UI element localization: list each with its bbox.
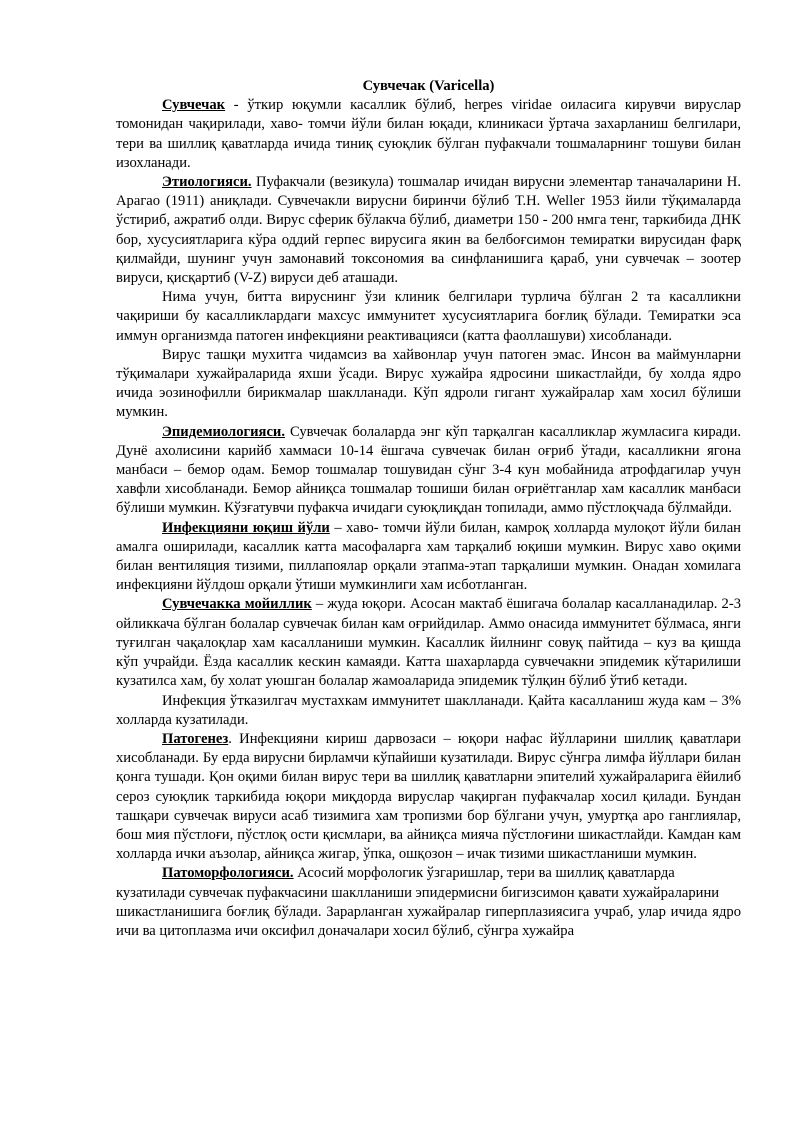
section-heading-susceptibility: Сувчечакка мойиллик	[162, 596, 312, 613]
paragraph-text: – хаво- томчи йўли билан, камроқ холларда мулоқот йўли билан амалга оширилади, касаллик катта масофаларга хам тарқалиб юқиши мумкин. Вирус хаво оқими билан вентиляция тизими, пиллапоялар орқали этапма-этап тарқалиши мумкин. Онадан хомилага инфекцияни йўлдош орқали ўтиши мумкинлиги хам исботланган.	[116, 519, 741, 594]
section-heading-transmission: Инфекцияни юқиш йўли	[162, 519, 330, 536]
section-heading-epidemiology: Эпидемиологияси.	[162, 423, 285, 440]
paragraph-text: Вирус ташқи мухитга чидамсиз ва хайвонлар учун патоген эмас. Инсон ва маймунларни тўқималари хужайраларида яхши ўсади. Вирус хужайра ядросини шикастлайди, бу холда ядро ичида эозинофилли бирикмалар шаклланади. Кўп ядроли гигант хужайралар хам хосил бўлиши мумкин.	[116, 346, 741, 421]
section-heading-varicella: Сувчечак	[162, 97, 226, 114]
paragraph-text: Сувчечак болаларда энг кўп тарқалган касалликлар жумласига киради. Дунё ахолисини карийб хаммаси 10-14 ёшгача сувчечак билан оғриб ўтади, касалликни ягона манбаси – бемор одам. Бемор тошмалар тошувидан сўнг 3-4 кун мобайнида атрофдагилар учун хавфли хисобланади. Бемор айниқса тошмалар тошиши билан оғриётганлар хам касаллик манбаси бўлиши мумкин. Кўзғатувчи пуфакча ичидаги суюқлиқдан топилади, аммо пўстлоқчада бўлмайди.	[116, 423, 741, 517]
paragraph-text: – жуда юқори. Асосан мактаб ёшигача болалар касалланадилар. 2-3 ойликкача бўлган болалар сувчечак билан кам оғрийдилар. Аммо онасида иммунитет бўлмаса, янги туғилган чақалоқлар хам касалланиши мумкин. Касаллик йилнинг совуқ пайтида – куз ва қишда кўп учрайди. Ёзда касаллик кескин камаяди. Катта шахарларда сувчечакни эпидемик кўтарилиши кузатилса хам, бу холат уюшган болалар жамоаларида эпидемик тўлқин бўлиб ўтиб кетади.	[116, 596, 742, 690]
paragraph-pathomorphology	[116, 864, 741, 902]
paragraph-text: Асосий морфологик ўзгаришлар, тери ва шиллиқ қаватларда кузатилади сувчечак пуфакчасини шаклланиши эпидермисни бигизсимон қавати хужайраларини	[116, 865, 720, 901]
paragraph-virus-resistance	[116, 346, 741, 423]
document-body	[116, 77, 741, 941]
paragraph-reinfection	[116, 692, 741, 730]
section-heading-etiology: Этиологияси.	[162, 174, 252, 191]
section-heading-pathogenesis: Патогенез	[162, 730, 229, 747]
paragraph-text: Нима учун, битта вируснинг ўзи клиник белгилари турлича бўлган 2 та касалликни чақириши бу касалликлардаги махсус иммунитет хусусиятларига боғлиқ бўлади. Темиратки эса иммун организмда патоген инфекцияни реактивацияси (катта фаоллашуви) хисобланади.	[116, 289, 741, 344]
paragraph-definition	[116, 96, 741, 173]
paragraph-epidemiology	[116, 423, 741, 519]
document-title: Сувчечак (Varicella)	[362, 78, 495, 94]
section-heading-pathomorphology: Патоморфологияси.	[162, 865, 294, 882]
paragraph-text: шикастланишига боғлиқ бўлади. Зарарланган хужайралар гиперплазиясига учраб, улар ичида ядро ичи ва цитоплазма ичи оксифил доначалари хосил бўлиб, сўнгра хужайра	[116, 903, 741, 939]
paragraph-susceptibility	[116, 595, 741, 691]
paragraph-pathogenesis	[116, 730, 741, 864]
paragraph-immunity-note	[116, 288, 741, 346]
paragraph-etiology	[116, 173, 741, 288]
paragraph-text: Пуфакчали (везикула) тошмалар ичидан вирусни элементар таначаларини Н. Арагао (1911) аниқлади. Сувчечакли вирусни биринчи бўлиб Т.Н. Weller 1953 йили тўқималарда ўстириб, ажратиб олди. Вирус сферик бўлакча бўлиб, диаметри 150 - 200 нмга тенг, таркибида ДНК бор, хусусиятларига кўра оддий герпес вирусига якин ва белбоғсимон темиратки вирусидан фарқ қилмайди, шунинг учун замонавий токсономия ва синфланишига қараб, уни сувчечак – зоотер вируси, қисқартиб (V-Z) вируси деб аташади.	[116, 174, 741, 287]
paragraph-text: . Инфекцияни кириш дарвозаси – юқори нафас йўлларини шиллиқ қаватлари хисобланади. Бу ерда вирусни бирламчи кўпайиши кузатилади. Вирус сўнгра лимфа йўллари билан қонга тушади. Қон оқими билан вирус тери ва шиллиқ қаватларни эпителий хужайраларига ёйилиб сероз суюқлик таркибида юқори миқдорда вируслар чақирган пуфакчалар хосил қилади. Бундан ташқари сувчечак вируси асаб тизимига хам тропизми бор бўлгани учун, умуртқа аро ганглиялар, бош мия пўстлоғи, пўстлоқ ости қисмлари, ва айниқса мияча пўстлоғини шикастлайди. Камдан кам холларда ички аъзолар, айниқса жигар, ўпка, ошқозон – ичак тизими шикастланиши мумкин.	[116, 730, 741, 863]
paragraph-transmission	[116, 519, 741, 596]
paragraph-pathomorphology-continued	[116, 903, 741, 941]
paragraph-text: - ўткир юқумли касаллик бўлиб, herpes viridae оиласига кирувчи вируслар томонидан чақирилади, хаво- томчи йўли билан юқади, клиникаси ўртача захарланиш белгилари, тери ва шиллиқ қаватларда ичида тиниқ суюқлик бўлган пуфакчали тошмаларнинг тошуви билан изохланади.	[116, 97, 741, 171]
paragraph-text: Инфекция ўтказилгач мустахкам иммунитет шаклланади. Қайта касалланиш жуда кам – 3% холларда кузатилади.	[116, 692, 741, 728]
